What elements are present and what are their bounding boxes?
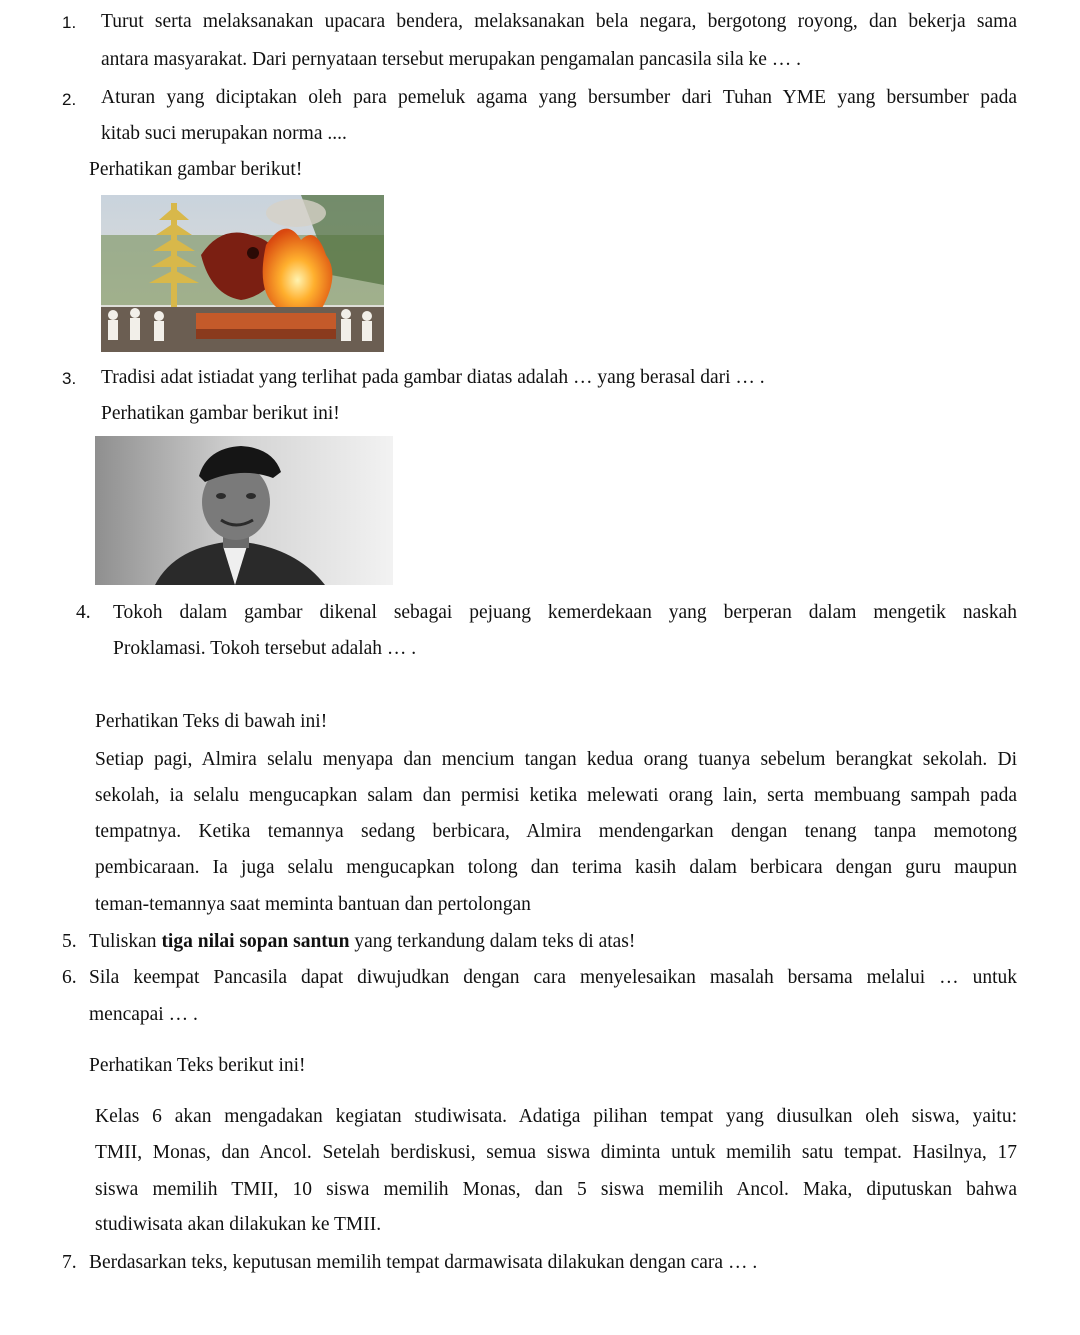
question-1-line-2: antara masyarakat. Dari pernyataan tersebut merupakan pengamalan pancasila sila ke … . <box>101 49 802 70</box>
question-5-number: 5. <box>62 931 77 952</box>
prompt-image-2: Perhatikan gambar berikut ini! <box>101 403 340 424</box>
question-3-line-1: Tradisi adat istiadat yang terlihat pada gambar diatas adalah … yang berasal dari … . <box>101 367 765 388</box>
question-2-line-1: Aturan yang diciptakan oleh para pemeluk agama yang bersumber dari Tuhan YME yang bersumber pada <box>101 87 1017 108</box>
question-6-number: 6. <box>62 967 77 988</box>
passage-1-line-4: pembicaraan. Ia juga selalu mengucapkan tolong dan terima kasih dalam berbicara dengan guru maupun <box>95 857 1017 878</box>
question-2-number: 2. <box>62 90 77 109</box>
passage-1-line-2: sekolah, ia selalu mengucapkan salam dan permisi ketika melewati orang lain, serta membuang sampah pada <box>95 785 1017 806</box>
prompt-text-2: Perhatikan Teks berikut ini! <box>89 1055 306 1076</box>
question-5-text-after: yang terkandung dalam teks di atas! <box>349 931 636 952</box>
passage-2-line-2: TMII, Monas, dan Ancol. Setelah berdiskusi, semua siswa diminta untuk memilih satu tempat. Hasilnya, 17 <box>95 1142 1017 1163</box>
question-1-number: 1. <box>62 13 77 32</box>
question-7-line-1: Berdasarkan teks, keputusan memilih tempat darmawisata dilakukan dengan cara … . <box>89 1252 758 1273</box>
prompt-image-1: Perhatikan gambar berikut! <box>89 159 303 180</box>
question-4-number: 4. <box>76 602 91 623</box>
question-3-number: 3. <box>62 369 77 388</box>
passage-2-line-3: siswa memilih TMII, 10 siswa memilih Monas, dan 5 siswa memilih Ancol. Maka, diputuskan bahwa <box>95 1179 1017 1200</box>
passage-2-line-4: studiwisata akan dilakukan ke TMII. <box>95 1214 382 1235</box>
question-5-text-bold: tiga nilai sopan santun <box>161 931 350 952</box>
ceremony-photo <box>101 195 384 352</box>
question-2-line-2: kitab suci merupakan norma .... <box>101 123 347 144</box>
passage-1-line-5: teman-temannya saat meminta bantuan dan pertolongan <box>95 894 531 915</box>
passage-1-line-1: Setiap pagi, Almira selalu menyapa dan mencium tangan kedua orang tuanya sebelum berangkat sekolah. Di <box>95 749 1017 770</box>
prompt-text-1: Perhatikan Teks di bawah ini! <box>95 711 328 732</box>
portrait-photo <box>95 436 393 585</box>
question-7-number: 7. <box>62 1252 77 1273</box>
passage-1-line-3: tempatnya. Ketika temannya sedang berbicara, Almira mendengarkan dengan tenang tanpa memotong <box>95 821 1017 842</box>
question-6-line-1: Sila keempat Pancasila dapat diwujudkan dengan cara menyelesaikan masalah bersama melalui … untuk <box>89 967 1017 988</box>
question-5-text <box>89 930 635 954</box>
question-6-line-2: mencapai … . <box>89 1004 198 1025</box>
question-5-text-before: Tuliskan <box>89 931 162 952</box>
question-4-line-2: Proklamasi. Tokoh tersebut adalah … . <box>113 638 417 659</box>
passage-2-line-1: Kelas 6 akan mengadakan kegiatan studiwisata. Adatiga pilihan tempat yang diusulkan oleh siswa, yaitu: <box>95 1106 1017 1127</box>
question-4-line-1: Tokoh dalam gambar dikenal sebagai pejuang kemerdekaan yang berperan dalam mengetik naskah <box>113 602 1017 623</box>
question-1-line-1: Turut serta melaksanakan upacara bendera, melaksanakan bela negara, bergotong royong, dan bekerja sama <box>101 11 1017 32</box>
